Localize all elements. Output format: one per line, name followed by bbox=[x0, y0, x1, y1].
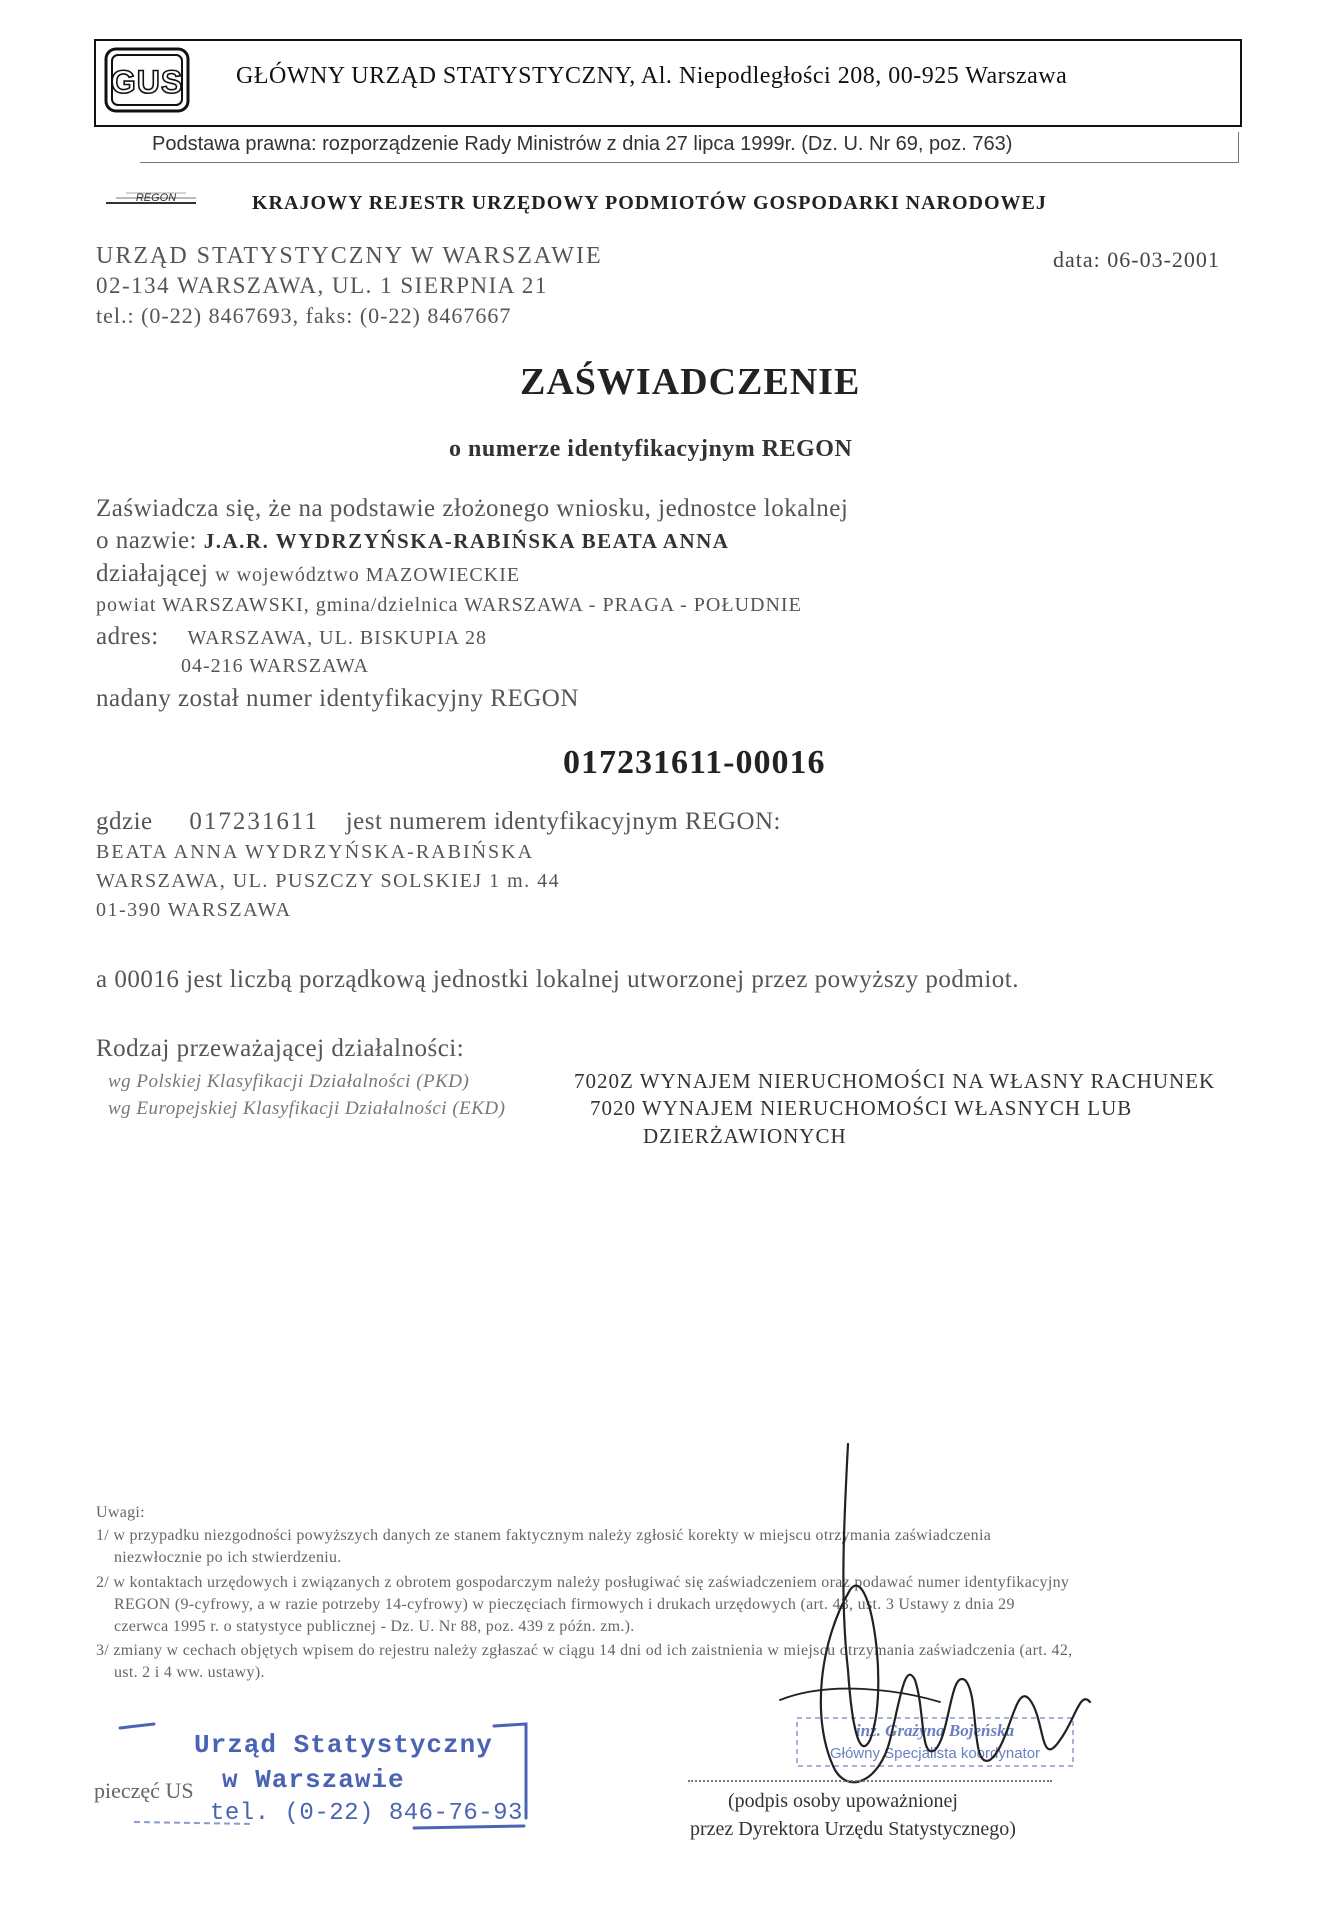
district-line: powiat WARSZAWSKI, gmina/dzielnica WARSZAWA - PRAGA - POŁUDNIE bbox=[96, 594, 802, 616]
note-1-line2: niezwłocznie po ich stwierdzeniu. bbox=[114, 1549, 342, 1566]
note-2-line3: czerwca 1995 r. o statystyce publicznej - Dz. U. Nr 88, poz. 439 z późn. zm.). bbox=[114, 1618, 635, 1635]
regon-number: 017231611-00016 bbox=[563, 744, 826, 781]
voivodeship: w województwo MAZOWIECKIE bbox=[215, 564, 521, 586]
regon-explanation-line bbox=[96, 808, 781, 836]
gus-logo-text: GUS bbox=[110, 64, 184, 100]
note-3-line2: ust. 2 i 4 ww. ustawy). bbox=[114, 1664, 265, 1681]
ekd-value-line2: DZIERŻAWIONYCH bbox=[643, 1124, 847, 1148]
owner-address2: 01-390 WARSZAWA bbox=[96, 899, 292, 921]
handwritten-signature bbox=[740, 1440, 1100, 1800]
signature-caption-line1: (podpis osoby upoważnionej bbox=[728, 1790, 958, 1812]
address-line1: WARSZAWA, UL. BISKUPIA 28 bbox=[187, 627, 487, 649]
entity-name-line bbox=[96, 527, 729, 555]
office-name: URZĄD STATYSTYCZNY W WARSZAWIE bbox=[96, 243, 603, 269]
ekd-value-line1: 7020 WYNAJEM NIERUCHOMOŚCI WŁASNYCH LUB bbox=[590, 1096, 1133, 1120]
regon-logo-text: REGON bbox=[135, 192, 177, 204]
activity-heading: Rodzaj przeważającej działalności: bbox=[96, 1035, 465, 1062]
registry-title: KRAJOWY REJESTR URZĘDOWY PODMIOTÓW GOSPODARKI NARODOWEJ bbox=[252, 192, 1047, 214]
name-stamp-line1: inż. Grażyna Bojeńska bbox=[855, 1721, 1015, 1740]
gus-logo bbox=[104, 47, 190, 113]
note-3-line1: 3/ zmiany w cechach objętych wpisem do rejestru należy zgłaszać w ciągu 14 dni od ich zaistnienia w miejscu otrzymania zaświadczenia (art. 42, bbox=[96, 1642, 1073, 1659]
office-address: 02-134 WARSZAWA, UL. 1 SIERPNIA 21 bbox=[96, 273, 548, 298]
regon-base-text: jest numerem identyfikacyjnym REGON: bbox=[345, 808, 781, 835]
note-2-line2: REGON (9-cyfrowy, a w razie potrzeby 14-cyfrowy) w pieczęciach firmowych i drukach urzędowych (art. 43, ust. 3 Ustawy z dnia 29 bbox=[114, 1596, 1015, 1613]
regon-base-number: 017231611 bbox=[189, 808, 319, 835]
entity-name: J.A.R. WYDRZYŃSKA-RABIŃSKA BEATA ANNA bbox=[203, 529, 730, 553]
certification-text: Zaświadcza się, że na podstawie złożonego wniosku, jednostce lokalnej bbox=[96, 495, 849, 522]
signature-caption-line2: przez Dyrektora Urzędu Statystycznego) bbox=[690, 1818, 1016, 1840]
stamp-line3: tel. (0-22) 846-76-93 bbox=[210, 1800, 523, 1827]
regon-logo bbox=[106, 188, 196, 208]
ekd-label: wg Europejskiej Klasyfikacji Działalności (EKD) bbox=[108, 1098, 506, 1119]
document-title: ZAŚWIADCZENIE bbox=[520, 361, 861, 403]
notes-heading: Uwagi: bbox=[96, 1504, 145, 1521]
office-phone: tel.: (0-22) 8467693, faks: (0-22) 8467667 bbox=[96, 303, 512, 328]
assigned-text: nadany został numer identyfikacyjny REGON bbox=[96, 685, 579, 712]
stamp-label: pieczęć US bbox=[94, 1778, 194, 1803]
regon-suffix-text: a 00016 jest liczbą porządkową jednostki lokalnej utworzonej przez powyższy podmiot. bbox=[96, 966, 1019, 993]
document-subtitle: o numerze identyfikacyjnym REGON bbox=[449, 436, 853, 462]
note-2-line1: 2/ w kontaktach urzędowych i związanych z obrotem gospodarczym należy posługiwać się zaświadczeniem oraz podawać numer identyfikacyjny bbox=[96, 1574, 1070, 1591]
voivodeship-prefix: działającej bbox=[96, 560, 209, 587]
legal-basis: Podstawa prawna: rozporządzenie Rady Ministrów z dnia 27 lipca 1999r. (Dz. U. Nr 69, poz. 763) bbox=[152, 133, 1013, 155]
owner-address1: WARSZAWA, UL. PUSZCZY SOLSKIEJ 1 m. 44 bbox=[96, 870, 561, 892]
note-1-line1: 1/ w przypadku niezgodności powyższych danych ze stanem faktycznym należy zgłosić korekty w miejscu otrzymania zaświadczenia bbox=[96, 1527, 992, 1544]
pkd-label: wg Polskiej Klasyfikacji Działalności (PKD) bbox=[108, 1071, 470, 1092]
stamp-line1: Urząd Statystyczny bbox=[194, 1730, 493, 1760]
document-date: data: 06-03-2001 bbox=[1053, 247, 1220, 272]
stamp-line2: w Warszawie bbox=[222, 1765, 405, 1795]
voivodeship-line bbox=[96, 560, 520, 588]
entity-name-prefix: o nazwie: bbox=[96, 527, 197, 554]
name-stamp-line2: Główny Specjalista koordynator bbox=[829, 1745, 1041, 1762]
where-label: gdzie bbox=[96, 808, 153, 835]
owner-name: BEATA ANNA WYDRZYŃSKA-RABIŃSKA bbox=[96, 841, 535, 863]
address-label: adres: bbox=[96, 623, 159, 650]
address-line2: 04-216 WARSZAWA bbox=[181, 655, 370, 677]
header-title: GŁÓWNY URZĄD STATYSTYCZNY, Al. Niepodległości 208, 00-925 Warszawa bbox=[236, 63, 1068, 89]
pkd-value: 7020Z WYNAJEM NIERUCHOMOŚCI NA WŁASNY RACHUNEK bbox=[574, 1069, 1216, 1093]
signature-line bbox=[688, 1780, 1052, 1782]
address-line bbox=[96, 623, 487, 651]
